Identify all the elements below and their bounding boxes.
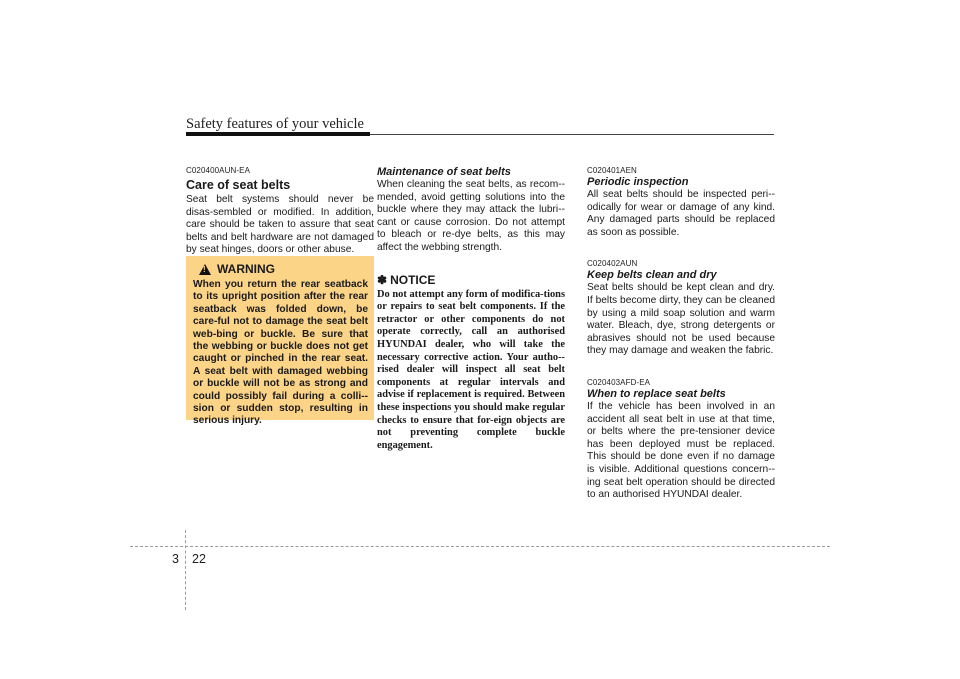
warning-header: [193, 262, 368, 276]
footer-rule: [130, 546, 830, 547]
section-heading: Keep belts clean and dry: [587, 269, 717, 282]
column-maintenance: [377, 166, 565, 452]
section-code: C020401AEN: [587, 166, 637, 175]
header-title: Safety features of your vehicle: [186, 116, 364, 132]
notice-text: Do not attempt any form of modifica-tions or repairs to seat belt components. If the retractor or other components do not operate correctly, call an authorised HYUNDAI dealer, who will take the necessary corrective action. Your autho-rised dealer will inspect all seat belt components at regular intervals and advise if replacement is required. Between these inspections you should make regular checks to ensure that for-eign objects are not preventing complete buckle engagement.: [377, 288, 565, 451]
section-code: C020403AFD-EA: [587, 377, 651, 387]
column-care-of-seat-belts: [186, 166, 374, 257]
section-heading: Periodic inspection: [587, 176, 689, 188]
header-bar: [186, 132, 370, 136]
section-heading: Care of seat belts: [186, 178, 291, 192]
section-body: Seat belt systems should never be disas-sembled or modified. In addition, care should be taken to assure that seat belts and belt hardware are not damaged by seat hinges, doors or other abuse.: [186, 194, 374, 256]
warning-box: [186, 256, 374, 427]
section-body: If the vehicle has been involved in an accident all seat belt in use at that time, or belts where the pre-tensioner device has been deployed must be replaced. This should be done even if no damage is visible. Additional questions concern-ing seat belt operation should be directed to an authorised HYUNDAI dealer.: [587, 400, 775, 501]
section-body: All seat belts should be inspected peri-odically for wear or damage of any kind. Any damaged parts should be replaced as soon as possible.: [587, 189, 775, 238]
notice-asterisk-icon: ✽: [377, 272, 388, 287]
warning-triangle-icon: [199, 264, 211, 275]
page-number: 22: [192, 552, 206, 566]
notice-title: NOTICE: [390, 272, 436, 287]
column-inspection: [587, 166, 775, 502]
section-code: C020400AUN-EA: [186, 166, 250, 175]
section-heading: When to replace seat belts: [587, 387, 726, 400]
section-body: When cleaning the seat belts, as recom-mended, avoid getting solutions into the buckle where they may attack the lubri-cant or cause corrosion. Do not attempt to bleach or re-dye belts, as this may affect the webbing strength.: [377, 179, 565, 253]
section-code: C020402AUN: [587, 259, 638, 269]
warning-title: WARNING: [217, 262, 275, 276]
section-heading: Maintenance of seat belts: [377, 166, 511, 178]
chapter-number: 3: [172, 552, 179, 566]
header-rule: [370, 134, 774, 135]
notice-header: [377, 273, 565, 287]
section-body: Seat belts should be kept clean and dry. If belts become dirty, they can be cleaned by using a mild soap solution and warm water. Bleach, dye, strong detergents or abrasives should not be used because they may damage and weaken the fabric.: [587, 282, 775, 357]
warning-text: When you return the rear seatback to its upright position after the rear seatback was folded down, be care-ful not to damage the seat belt web-bing or buckle. Be sure that the webbing or buckle does not get caught or pinched in the rear seat. A seat belt with damaged webbing or buckle will not be as strong and could possibly fail during a colli-sion or sudden stop, resulting in serious injury.: [193, 279, 368, 427]
footer-divider: [185, 530, 186, 610]
